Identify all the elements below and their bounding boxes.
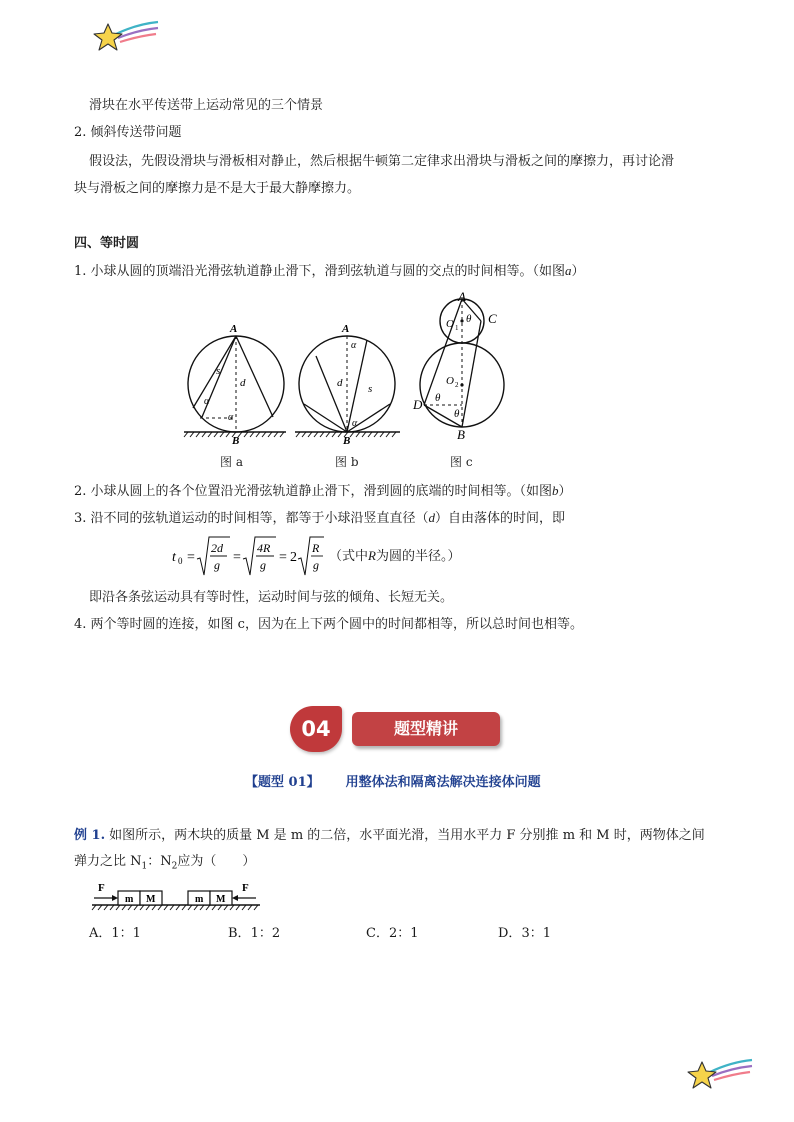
option-b-value: 1：2	[250, 926, 281, 941]
star-decoration-icon	[92, 18, 162, 58]
caption-b: 图 b	[335, 455, 359, 469]
formula-eq2: =	[233, 550, 241, 565]
label-a-alpha2: α	[228, 412, 234, 423]
item2-text-line2: 块与滑板之间的摩擦力是不是大于最大静摩擦力。	[74, 181, 361, 196]
item3-conclusion: 即沿各条弦运动具有等时性，运动时间与弦的倾角、长短无关。	[89, 590, 454, 605]
item2-text-line1: 假设法，先假设滑块与滑板相对静止，然后根据牛顿第二定律求出滑块与滑板之间的摩擦力，再讨论滑	[89, 154, 675, 169]
formula-note-b: 为圆的半径。）	[375, 549, 461, 564]
label-c-theta3: θ	[454, 408, 460, 420]
item1-text: 1. 小球从圆的顶端沿光滑弦轨道静止滑下，滑到弦轨道与圆的交点的时间相等。（如图	[74, 264, 566, 279]
label-a-alpha1: α	[204, 396, 210, 407]
item2-ref: b	[552, 483, 559, 498]
block-M-left: M	[146, 894, 156, 905]
option-a[interactable]	[89, 927, 141, 940]
formula-t: t	[172, 550, 176, 565]
topic-tag: 【题型 01】	[245, 775, 320, 790]
item2-title: 2. 倾斜传送带问题	[74, 125, 182, 140]
block-m-left: m	[125, 894, 134, 905]
option-c-letter: C．	[366, 926, 389, 941]
item3-text-a: 3. 沿不同的弦轨道运动的时间相等，都等于小球沿竖直直径（	[74, 511, 429, 526]
formula-f1-den: g	[214, 558, 220, 572]
formula-f2-num: 4R	[257, 541, 271, 555]
section-number-badge: 04	[290, 706, 342, 752]
label-c-D: D	[413, 397, 423, 412]
option-d-letter: D．	[498, 926, 522, 941]
formula-eq1: =	[187, 550, 195, 565]
option-a-value: 1：1	[111, 926, 141, 941]
label-b-s: s	[368, 383, 373, 395]
label-c-O2-sub: 2	[455, 381, 459, 389]
section-heading: 四、等时圆	[74, 236, 140, 251]
formula-t-sub: 0	[178, 556, 183, 566]
section4-item4: 4. 两个等时圆的连接，如图 c，因为在上下两个圆中的时间都相等，所以总时间也相等。	[74, 617, 583, 632]
option-d-value: 3：1	[521, 926, 551, 941]
label-c-B: B	[457, 427, 465, 442]
label-a-B: B	[232, 435, 240, 446]
formula-note-a: （式中	[329, 549, 369, 564]
option-a-letter: A．	[89, 926, 112, 941]
section4-item3	[74, 511, 565, 525]
option-b[interactable]	[228, 927, 280, 940]
formula-f3-num: R	[312, 541, 320, 555]
item1-close: ）	[571, 264, 585, 279]
formula-eq3: =	[279, 550, 287, 565]
time-formula	[168, 533, 328, 581]
example1-sub1: 1	[141, 861, 148, 872]
label-b-B: B	[343, 435, 351, 446]
figure-b	[290, 318, 405, 446]
option-c[interactable]	[366, 927, 419, 940]
formula-note-var: R	[368, 548, 376, 563]
label-b-A: A	[342, 323, 350, 335]
block-m-right: m	[195, 894, 204, 905]
label-c-C: C	[488, 311, 497, 326]
item2-close: ）	[558, 484, 572, 499]
section-title-badge: 题型精讲	[352, 712, 500, 746]
label-c-theta2: θ	[435, 392, 441, 404]
scenario-caption: 滑块在水平传送带上运动常见的三个情景	[89, 98, 324, 113]
formula-two: 2	[290, 550, 297, 565]
label-c-theta1: θ	[466, 313, 472, 325]
formula-f3-den: g	[313, 558, 319, 572]
example1-line2	[74, 855, 255, 872]
label-c-O1: O	[446, 318, 454, 330]
formula-f2-den: g	[260, 558, 266, 572]
example1-line1	[74, 829, 705, 842]
label-c-O2: O	[446, 375, 454, 387]
label-b-alpha1: α	[351, 340, 357, 351]
label-a-A: A	[230, 323, 238, 335]
example1-label: 例 1.	[74, 828, 106, 843]
formula-f1-num: 2d	[211, 541, 223, 555]
section4-item2	[74, 484, 572, 498]
item1-ref: a	[565, 263, 572, 278]
item2-text: 2. 小球从圆上的各个位置沿光滑弦轨道静止滑下，滑到圆的底端的时间相等。（如图	[74, 484, 553, 499]
example1-text-line1: 如图所示，两木块的质量 M 是 m 的二倍，水平面光滑，当用水平力 F 分别推 m 和 M 时，两物体之间	[109, 828, 705, 843]
option-d[interactable]	[498, 927, 551, 940]
label-a-s: s	[216, 365, 221, 377]
label-b-d: d	[337, 377, 343, 389]
example1-sub2: 2	[171, 861, 178, 872]
example1-text-c: 应为（ ）	[177, 854, 256, 869]
section4-item1	[74, 264, 585, 278]
option-c-value: 2：1	[388, 926, 419, 941]
item3-var: d	[428, 510, 436, 525]
star-decoration-icon	[686, 1052, 756, 1096]
formula-note	[329, 549, 460, 563]
label-a-d: d	[240, 377, 246, 389]
topic-heading	[245, 776, 541, 789]
caption-c: 图 c	[450, 455, 473, 469]
example1-text-b: ：N	[147, 854, 172, 869]
label-c-O1-sub: 1	[455, 324, 459, 332]
example1-text-a: 弹力之比 N	[74, 854, 142, 869]
blocks-figure	[90, 878, 262, 914]
item3-text-b: ）自由落体的时间，即	[435, 511, 566, 526]
block-M-right: M	[216, 894, 226, 905]
force-label-right: F	[242, 882, 249, 894]
figure-a	[180, 318, 290, 446]
label-b-alpha2: α	[352, 418, 358, 429]
figure-c	[410, 288, 516, 446]
label-c-A: A	[458, 289, 466, 304]
topic-title: 用整体法和隔离法解决连接体问题	[345, 775, 541, 790]
option-b-letter: B．	[228, 926, 251, 941]
force-label-left: F	[98, 882, 105, 894]
caption-a: 图 a	[220, 455, 243, 469]
